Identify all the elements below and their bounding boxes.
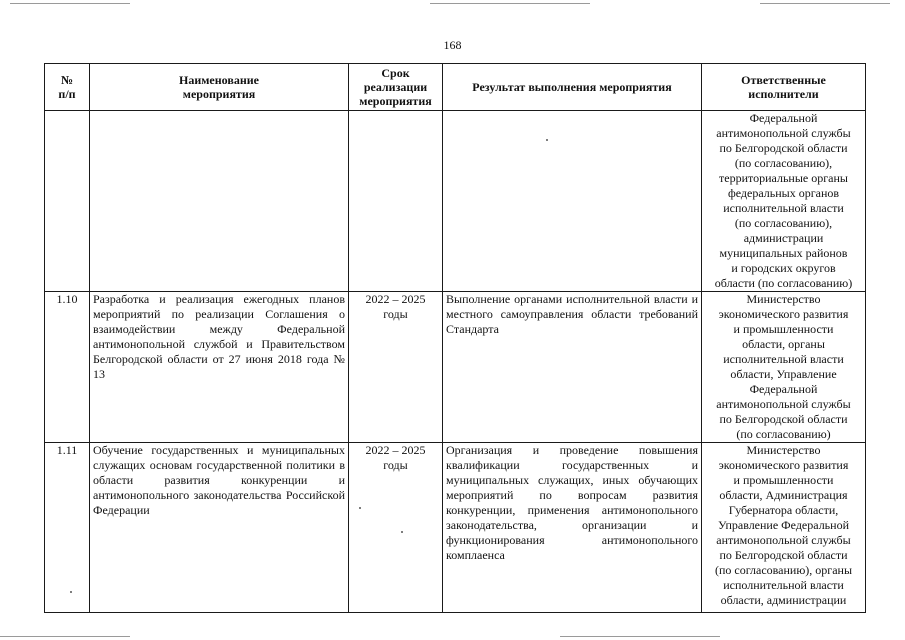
table-header-row [45, 64, 866, 111]
row-name [90, 111, 349, 292]
row-number [45, 111, 90, 292]
header-number: № п/п [45, 64, 90, 111]
row-executors: Министерство экономического развития и промышленности области, органы исполнительной власти области, Управление Федеральной антимонопольной службы по Белгородской области (по согласованию) [702, 292, 866, 443]
scan-edge-bottom-left [0, 636, 130, 637]
row-term: 2022 – 2025 годы [349, 292, 443, 443]
row-number: 1.11 [45, 443, 90, 613]
row-name: Разработка и реализация ежегодных планов мероприятий по реализации Соглашения о взаимодействии между Федеральной антимонопольной службой и Правительством Белгородской области от 27 июня 2018 года № 13 [90, 292, 349, 443]
row-result: Выполнение органами исполнительной власти и местного самоуправления области требований Стандарта [443, 292, 702, 443]
scan-edge-top-mid [430, 3, 590, 4]
table-row [45, 443, 866, 613]
scan-speck [546, 139, 548, 141]
row-name: Обучение государственных и муниципальных служащих основам государственной политики в области развития конкуренции и антимонопольного законодательства Российской Федерации [90, 443, 349, 613]
measures-table [44, 63, 866, 613]
header-result: Результат выполнения мероприятия [443, 64, 702, 111]
scan-edge-top-left [10, 3, 130, 4]
scan-edge-top-right [760, 3, 890, 4]
row-executors: Министерство экономического развития и промышленности области, Администрация Губернатора области, Управление Федеральной антимонопольной службы по Белгородской области (по согласованию), органы исполнительной власти области, администрации [702, 443, 866, 613]
scan-speck [70, 591, 72, 593]
row-result [443, 111, 702, 292]
header-term: Срок реализации мероприятия [349, 64, 443, 111]
table-row [45, 292, 866, 443]
scan-speck [401, 531, 403, 533]
page-number: 168 [443, 38, 462, 52]
row-term [349, 111, 443, 292]
table-row [45, 111, 866, 292]
row-result: Организация и проведение повышения квалификации государственных и муниципальных служащих, иных обучающих мероприятий по вопросам развития конкуренции, применения антимонопольного законодательства, организации и функционирования антимонопольного комплаенса [443, 443, 702, 613]
row-number: 1.10 [45, 292, 90, 443]
header-executors: Ответственные исполнители [702, 64, 866, 111]
header-name: Наименование мероприятия [90, 64, 349, 111]
scan-speck [359, 507, 361, 509]
row-term: 2022 – 2025 годы [349, 443, 443, 613]
row-executors: Федеральной антимонопольной службы по Белгородской области (по согласованию), территориальные органы федеральных органов исполнительной власти (по согласованию), администрации муниципальных районов и городских округов области (по согласованию) [702, 111, 866, 292]
scan-edge-bottom-mid [560, 636, 720, 637]
